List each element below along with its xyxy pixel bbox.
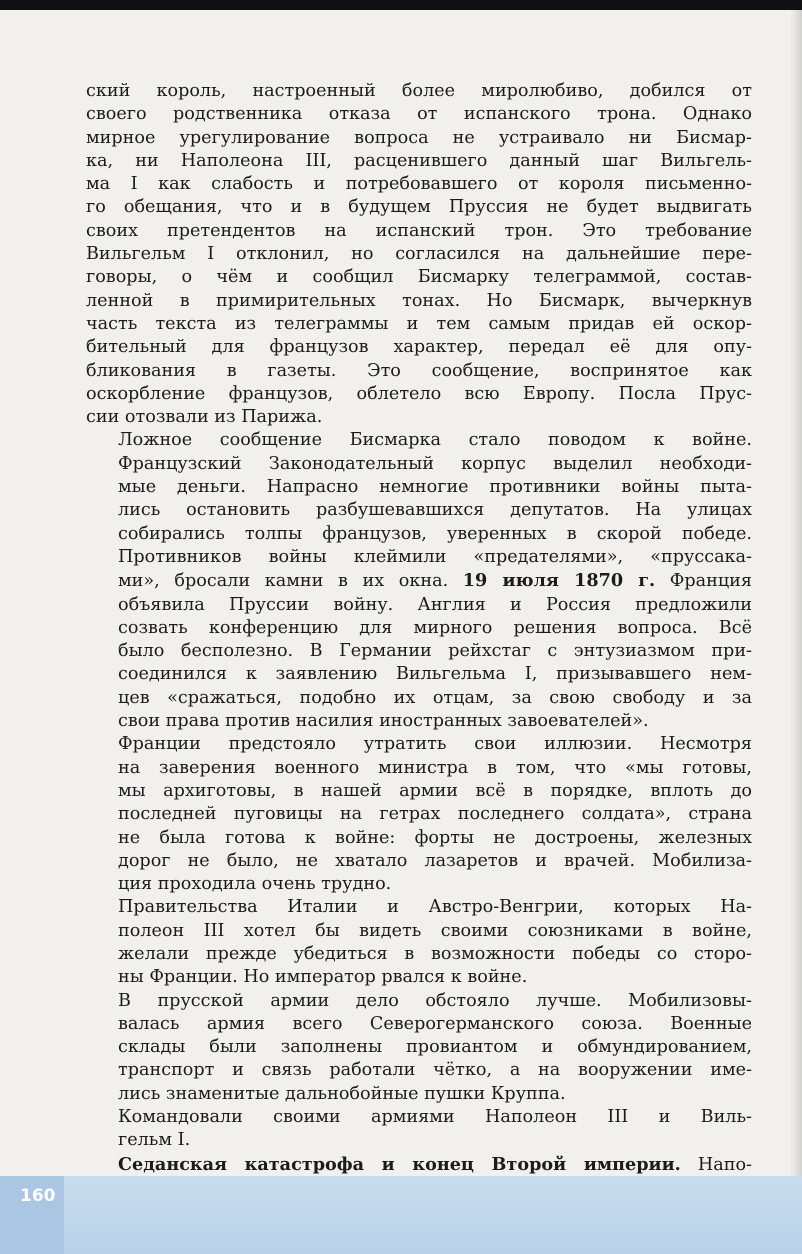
text-run: Напо-: [680, 1154, 752, 1175]
text-line: [86, 103, 752, 126]
text-line: [86, 453, 752, 476]
text-line: [86, 336, 752, 359]
text-line: [86, 733, 752, 756]
text-run: желали прежде убедиться в возможности победы со сторо-: [118, 943, 752, 964]
text-line: [86, 476, 752, 499]
text-line: [86, 220, 752, 243]
text-run: Противников войны клеймили «предателями», «пруссака-: [118, 546, 752, 567]
text-line: [86, 827, 752, 850]
paragraph: [86, 80, 752, 429]
text-run: соединился к заявлению Вильгельма I, призывавшего нем-: [118, 664, 752, 685]
text-line: [86, 196, 752, 219]
text-run: ми», бросали камни в их окна.: [118, 571, 463, 592]
text-run: транспорт и связь работали чётко, а на вооружении име-: [118, 1060, 752, 1081]
text-run: часть текста из телеграммы и тем самым придав ей оскор-: [86, 313, 752, 334]
text-run: своего родственника отказа от испанского трона. Однако: [86, 104, 752, 125]
paragraph: [86, 429, 752, 733]
text-run: говоры, о чём и сообщил Бисмарку телеграммой, состав-: [86, 267, 752, 288]
scan-top-edge: [0, 0, 802, 10]
text-line: [86, 990, 752, 1013]
text-line: [86, 173, 752, 196]
text-line: [86, 523, 752, 546]
text-line: [86, 710, 752, 733]
text-run: Ложное сообщение Бисмарка стало поводом к войне.: [118, 430, 752, 451]
text-line: [86, 780, 752, 803]
text-line: [86, 546, 752, 569]
page-number: 160: [20, 1186, 56, 1206]
text-run: ский король, настроенный более миролюбиво, добился от: [86, 81, 752, 101]
text-run: объявила Пруссии войну. Англия и Россия предложили: [118, 594, 752, 615]
text-line: [86, 383, 752, 406]
text-run: ция проходила очень трудно.: [118, 874, 392, 895]
text-line: [86, 1036, 752, 1059]
paragraph: [86, 1106, 752, 1153]
text-run: последней пуговицы на гетрах последнего солдата», страна: [118, 804, 752, 825]
text-run: валась армия всего Северогерманского союза. Военные: [118, 1013, 752, 1034]
text-run: было бесполезно. В Германии рейхстаг с энтузиазмом при-: [118, 641, 752, 662]
text-run: ленной в примирительных тонах. Но Бисмарк, вычеркнув: [86, 290, 752, 311]
text-run: собирались толпы французов, уверенных в скорой победе.: [118, 523, 752, 544]
text-line: [86, 1083, 752, 1106]
text-line: [86, 920, 752, 943]
text-run: оскорбление французов, облетело всю Европу. Посла Прус-: [86, 383, 752, 404]
text-run: бликования в газеты. Это сообщение, воспринятое как: [86, 360, 752, 381]
text-run: созвать конференцию для мирного решения вопроса. Всё: [118, 617, 752, 638]
text-run: дорог не было, не хватало лазаретов и врачей. Мобилиза-: [118, 850, 752, 871]
text-run: склады были заполнены провиантом и обмундированием,: [118, 1037, 752, 1058]
text-line: [86, 1059, 752, 1082]
text-run: го обещания, что и в будущем Пруссия не будет выдвигать: [86, 197, 752, 218]
text-run: сии отозвали из Парижа.: [86, 407, 323, 428]
text-line: [86, 80, 752, 103]
bold-text: Седанская катастрофа и конец Второй империи.: [118, 1153, 681, 1175]
text-line: [86, 850, 752, 873]
scan-right-shadow: [790, 10, 802, 1254]
text-run: лись знаменитые дальнобойные пушки Круппа.: [118, 1083, 566, 1104]
text-run: Правительства Италии и Австро-Венгрии, которых На-: [118, 897, 752, 918]
page-body-text: [86, 80, 752, 1224]
text-run: бительный для французов характер, передал её для опу-: [86, 337, 752, 358]
text-run: лись остановить разбушевавшихся депутатов. На улицах: [118, 500, 752, 521]
paragraph: [86, 990, 752, 1106]
text-line: [86, 943, 752, 966]
text-line: [86, 243, 752, 266]
paragraph: [86, 733, 752, 896]
text-run: ка, ни Наполеона III, расценившего данный шаг Вильгель-: [86, 150, 752, 171]
text-run: Франции предстояло утратить свои иллюзии. Несмотря: [118, 734, 752, 755]
text-line: [86, 640, 752, 663]
text-run: ма I как слабость и потребовавшего от короля письменно-: [86, 174, 752, 195]
text-line: [86, 896, 752, 919]
text-run: Вильгельм I отклонил, но согласился на дальнейшие пере-: [86, 244, 752, 265]
text-line: [86, 150, 752, 173]
text-line: [86, 313, 752, 336]
text-run: мирное урегулирование вопроса не устраивало ни Бисмар-: [86, 127, 752, 148]
page-footer-band: [0, 1176, 802, 1254]
text-line: [86, 429, 752, 452]
text-line: [86, 406, 752, 429]
text-line: [86, 663, 752, 686]
text-run: цев «сражаться, подобно их отцам, за свою свободу и за: [118, 687, 752, 708]
text-run: Командовали своими армиями Наполеон III и Виль-: [118, 1107, 752, 1128]
bold-text: 19 июля 1870 г.: [462, 570, 656, 592]
paragraph: [86, 896, 752, 989]
text-run: полеон III хотел бы видеть своими союзниками в войне,: [118, 920, 752, 941]
text-line: [86, 873, 752, 896]
text-line: [86, 966, 752, 989]
text-run: не была готова к войне: форты не достроены, железных: [118, 827, 752, 848]
text-run: гельм I.: [118, 1130, 191, 1151]
text-run: на заверения военного министра в том, что «мы готовы,: [118, 757, 752, 778]
text-run: мые деньги. Напрасно немногие противники войны пыта-: [118, 477, 752, 498]
text-line: [86, 569, 752, 593]
text-line: [86, 360, 752, 383]
text-line: [86, 1129, 752, 1152]
text-line: [86, 499, 752, 522]
text-line: [86, 803, 752, 826]
text-line: [86, 617, 752, 640]
text-line: [86, 266, 752, 289]
text-line: [86, 127, 752, 150]
text-run: Французский Законодательный корпус выделил необходи-: [118, 453, 752, 474]
text-run: Франция: [655, 571, 752, 592]
text-run: мы архиготовы, в нашей армии всё в порядке, вплоть до: [118, 780, 752, 801]
text-line: [86, 290, 752, 313]
text-line: [86, 1153, 752, 1177]
text-line: [86, 687, 752, 710]
text-run: ны Франции. Но император рвался к войне.: [118, 967, 528, 988]
text-line: [86, 1106, 752, 1129]
text-run: В прусской армии дело обстояло лучше. Мобилизовы-: [118, 990, 752, 1011]
text-run: свои права против насилия иностранных завоевателей».: [118, 711, 649, 732]
text-line: [86, 1013, 752, 1036]
text-line: [86, 757, 752, 780]
text-line: [86, 594, 752, 617]
text-run: своих претендентов на испанский трон. Это требование: [86, 220, 752, 241]
